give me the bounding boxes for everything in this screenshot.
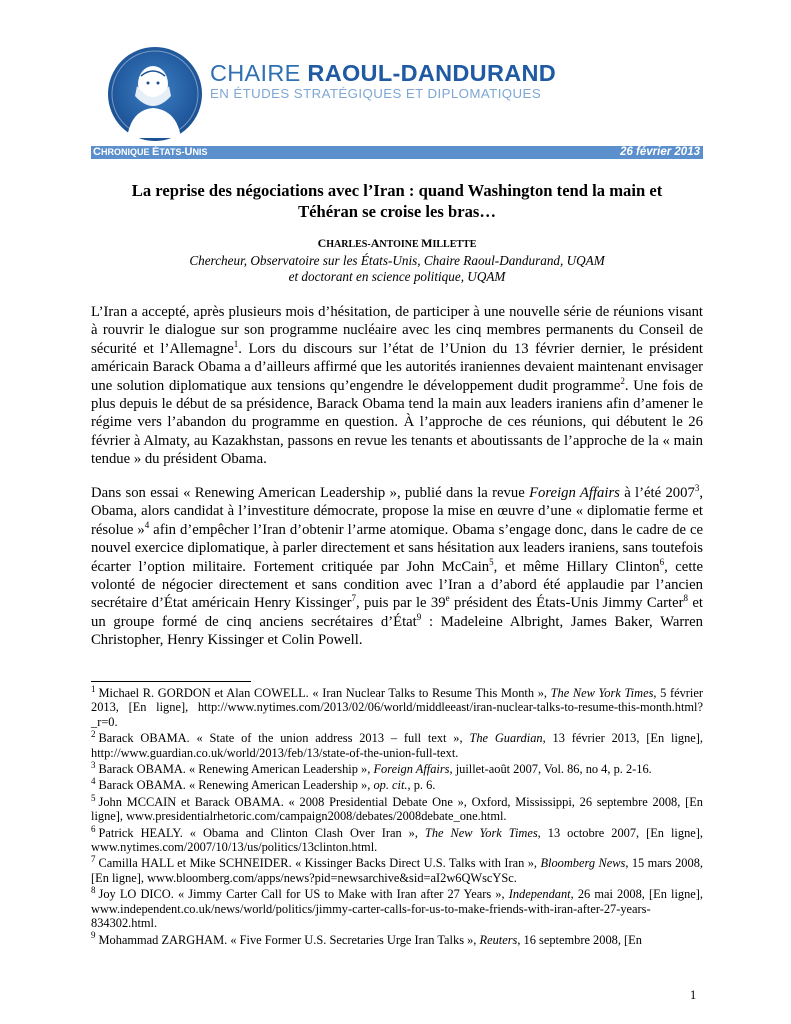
page-number: 1 xyxy=(690,988,697,1002)
footnote: $^1$ Michael R. GORDON et Alan COWELL. « Iran Nuclear Talks to Resume This Month », The New York Times, 5 février 2013, [En ligne], http://www.nytimes.com/2013/02/06/world/middleeast/iran-nuclear-talks-to-resume-this-month.html?_r=0. xyxy=(91,683,703,729)
footnote: $^3$ Barack OBAMA. « Renewing American Leadership », Foreign Affairs, juillet-août 2007, Vol. 86, no 4, p. 2-16. xyxy=(91,759,652,777)
footnote: $^8$ Joy LO DICO. « Jimmy Carter Call for US to Make with Iran after 27 Years », Independant, 26 mai 2008, [En ligne], www.independent.co.uk/news/world/politics/jimmy-carter-calls-for-us-to-make-friends-with-iran-after-27-years-834302.html. xyxy=(91,885,704,931)
author-name: CHARLES-ANTOINE MILLETTE xyxy=(317,236,477,250)
author-affiliation: Chercheur, Observatoire sur les États-Unis, Chaire Raoul-Dandurand, UQAM et doctorant en science politique, UQAM xyxy=(189,253,605,284)
footnote: $^9$ Mohammad ZARGHAM. « Five Former U.S. Secretaries Urge Iran Talks », Reuters, 16 septembre 2008, [En xyxy=(91,930,642,947)
article-title: La reprise des négociations avec l’Iran : quand Washington tend la main et Téhéran se croise les bras… xyxy=(131,181,663,221)
footnote: $^6$ Patrick HEALY. « Obama and Clinton Clash Over Iran », The New York Times, 13 octobre 2007, [En ligne], www.nytimes.com/2007/10/13/us/politics/13clinton.html. xyxy=(91,823,703,855)
section-label: CHRONIQUE ÉTATS-UNIS xyxy=(93,146,208,158)
paragraph-1: L’Iran a accepté, après plusieurs mois d’hésitation, de participer à une nouvelle série de réunions visant à rouvrir le dialogue sur son programme nucléaire avec les cinq membres permanents du Conseil de sécurité et l’Allemagne$^1$. Lors du discours sur l’état de l’Union du 13 février dernier, le président américain Barack Obama a d’ailleurs affirmé que les autorités iraniennes devaient maintenant envisager une solution diplomatique aux tensions qu’engendre le développement dudit programme$^2$. Une fois de plus depuis le début de sa présidence, Barack Obama tend la main aux leaders iraniens afin d’amener le régime vers l’abandon du programme en question. À l’approche de ces réunions, qui débutent le 26 février à Almaty, au Kazakhstan, passons en revue les tenants et aboutissants de l’approche de la « main tendue » du président Obama. xyxy=(91,304,704,468)
chaire-logo-icon xyxy=(107,46,203,142)
publication-date: 26 février 2013 xyxy=(620,146,700,158)
paragraph-2: Dans son essai « Renewing American Leadership », publié dans la revue Foreign Affairs à l’été 2007$^3$, Obama, alors candidat à l’investiture démocrate, propose la mise en œuvre d’une « diplomatie ferme et résolue »$^4$ afin d’empêcher l’Iran d’obtenir l’arme atomique. Obama s’engage donc, dans le cadre de ce nouvel exercice diplomatique, à parler directement et sans hésitation aux leaders iraniens, sans toutefois écarter l’option militaire. Fortement critiquée par John McCain$^5$, et même Hillary Clinton$^6$, cette volonté de négocier directement et sans condition avec l’Iran a d’abord été applaudie par l’ancien secrétaire d’État américain Henry Kissinger$^7$, puis par le 39e président des États-Unis Jimmy Carter$^8$ et un groupe formé de cinq anciens secrétaires d’État$^9$ : Madeleine Albright, James Baker, Warren Christopher, Henry Kissinger et Colin Powell. xyxy=(91,483,703,649)
footnote-separator xyxy=(91,681,251,682)
brand-tagline: EN ÉTUDES STRATÉGIQUES ET DIPLOMATIQUES xyxy=(210,86,542,101)
footnote: $^5$ John MCCAIN et Barack OBAMA. « 2008 Presidential Debate One », Oxford, Mississippi, 26 septembre 2008, [En ligne], www.presidentialrhetoric.com/campaign2008/debates/2008debate_one.html. xyxy=(91,792,703,824)
footnote: $^2$ Barack OBAMA. « State of the union address 2013 – full text », The Guardian, 13 février 2013, [En ligne], http://www.guardian.co.uk/world/2013/feb/13/state-of-the-union-full-text. xyxy=(91,729,704,760)
footnotes xyxy=(91,683,704,949)
section-bar xyxy=(91,146,703,159)
footnote: $^4$ Barack OBAMA. « Renewing American Leadership », op. cit., p. 6. xyxy=(91,776,436,793)
brand-wordmark xyxy=(210,60,556,102)
brand-name: CHAIRE RAOUL-DANDURAND xyxy=(210,60,557,86)
footnote: $^7$ Camilla HALL et Mike SCHNEIDER. « Kissinger Backs Direct U.S. Talks with Iran », Bloomberg News, 15 mars 2008, [En ligne], www.bloomberg.com/apps/news?pid=newsarchive&sid=aI2w6QWscYSc. xyxy=(91,854,703,885)
